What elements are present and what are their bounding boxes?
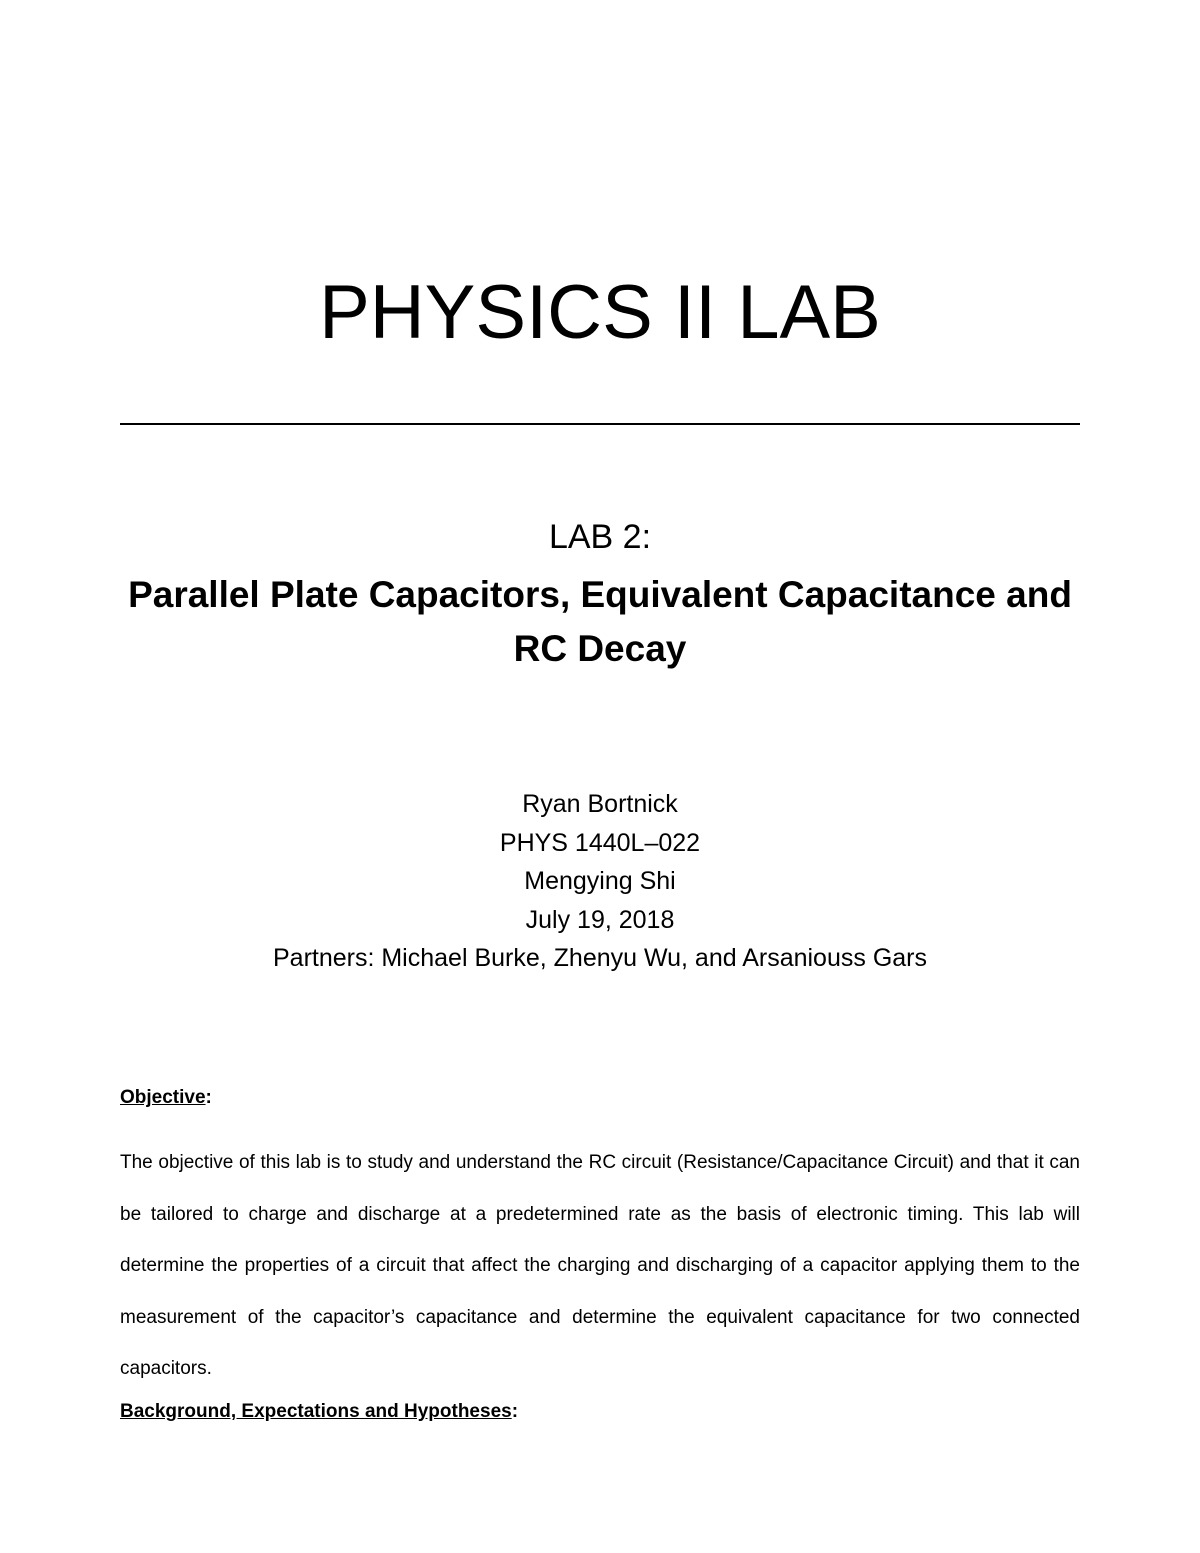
lab-title: Parallel Plate Capacitors, Equivalent Capacitance and RC Decay bbox=[128, 574, 1072, 669]
objective-heading-colon: : bbox=[205, 1087, 212, 1108]
objective-heading-label: Objective bbox=[120, 1087, 206, 1108]
title-divider bbox=[120, 423, 1080, 425]
author-name: Ryan Bortnick bbox=[522, 790, 678, 818]
background-heading-label: Background, Expectations and Hypotheses bbox=[120, 1401, 512, 1422]
lab-number: LAB 2: bbox=[548, 518, 652, 556]
objective-heading bbox=[120, 1084, 212, 1112]
objective-paragraph: The objective of this lab is to study and understand the RC circuit (Resistance/Capacitance Circuit) and that it can be tailored to charge and discharge at a predetermined rate as the basis of electronic timing. This lab will determine the properties of a circuit that affect the charging and discharging of a capacitor applying them to the measurement of the capacitor’s capacitance and determine the equivalent capacitance for two connected capacitors. bbox=[120, 1152, 1080, 1379]
report-info bbox=[0, 785, 1200, 978]
lab-partners: Partners: Michael Burke, Zhenyu Wu, and Arsaniouss Gars bbox=[272, 944, 927, 972]
page-title: PHYSICS II LAB bbox=[319, 270, 881, 355]
instructor-name: Mengying Shi bbox=[524, 867, 676, 895]
background-heading-colon: : bbox=[511, 1401, 519, 1422]
report-date: July 19, 2018 bbox=[525, 905, 675, 934]
course-code: PHYS 1440L–022 bbox=[499, 828, 701, 857]
background-heading bbox=[120, 1398, 518, 1426]
